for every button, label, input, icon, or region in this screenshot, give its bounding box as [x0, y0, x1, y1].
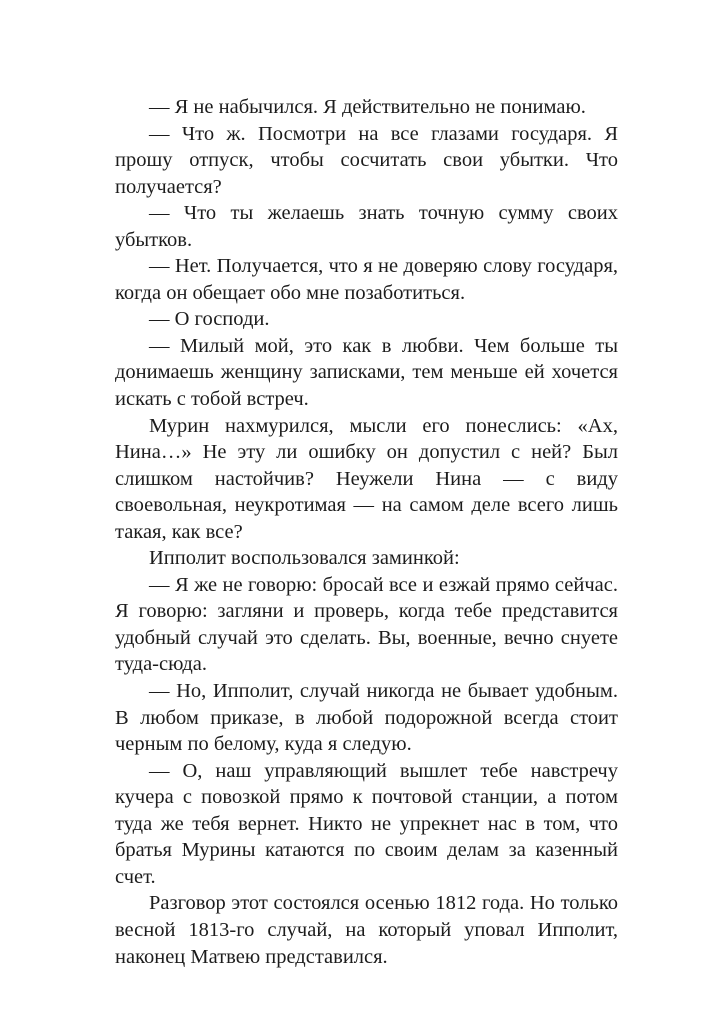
paragraph-5: — О господи. [149, 308, 270, 331]
paragraph-6: — Милый мой, это как в любви. Чем больше ты донимаешь женщину записками, тем меньше ей хочется искать с тобой встреч. [115, 334, 618, 411]
book-page [115, 94, 618, 970]
paragraph-11: — О, наш управляющий вышлет тебе навстречу кучера с повозкой прямо к почтовой станции, а потом туда же тебя вернет. Никто не упрекнет нас в том, что братья Мурины катаются по своим делам за казенный счет. [115, 759, 618, 888]
paragraph-12: Разговор этот состоялся осенью 1812 года. Но только весной 1813-го случай, на который уповал Ипполит, наконец Матвею представился. [115, 892, 618, 968]
paragraph-4: — Нет. Получается, что я не доверяю слову государя, когда он обещает обо мне позаботиться. [115, 255, 618, 304]
paragraph-9: — Я же не говорю: бросай все и езжай прямо сейчас. Я говорю: загляни и проверь, когда тебе представится удобный случай это сделать. Вы, военные, вечно снуете туда-сюда. [115, 573, 618, 676]
paragraph-1: — Я не набычился. Я действительно не понимаю. [149, 96, 586, 118]
paragraph-10: — Но, Ипполит, случай никогда не бывает удобным. В любом приказе, в любой подорожной всегда стоит черным по белому, куда я следую. [115, 680, 618, 756]
paragraph-2: — Что ж. Посмотри на все глазами государя. Я прошу отпуск, чтобы сосчитать свои убытки. Что получается? [115, 122, 618, 198]
paragraph-3: — Что ты желаешь знать точную сумму своих убытков. [115, 202, 618, 251]
paragraph-7: Мурин нахмурился, мысли его понеслись: «Ах, Нина…» Не эту ли ошибку он допустил с ней? Был слишком настойчив? Неужели Нина — с виду своевольная, неукротимая — на самом деле всего лишь такая, как все? [115, 414, 618, 543]
paragraph-8: Ипполит воспользовался заминкой: [149, 547, 460, 570]
